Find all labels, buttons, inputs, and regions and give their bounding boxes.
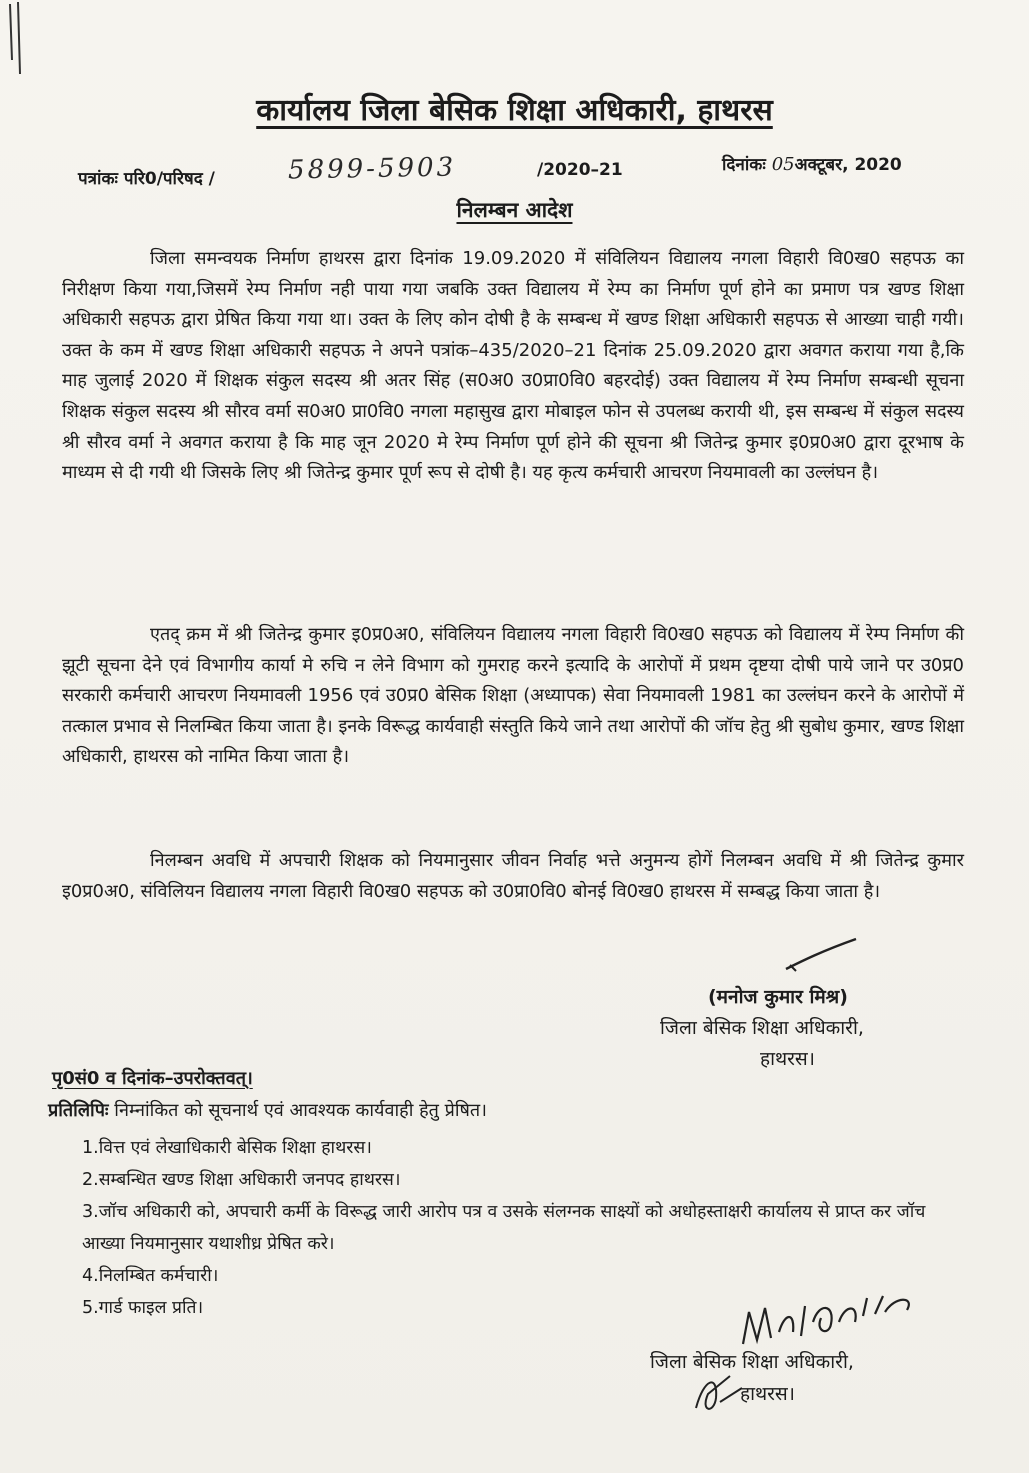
date-rest: अक्टूबर, 2020 [794, 155, 902, 175]
copy-intro-label: प्रतिलिपिः [48, 1100, 109, 1121]
signature-flourish [690, 1368, 750, 1418]
footer-signatory-designation: जिला बेसिक शिक्षा अधिकारी, [650, 1351, 854, 1373]
letter-date [722, 152, 902, 175]
signatory-place: हाथरस। [760, 1048, 815, 1070]
list-item: 1.वित्त एवं लेखाधिकारी बेसिक शिक्षा हाथरस। [82, 1138, 372, 1158]
order-paragraph-3: निलम्बन अवधि में अपचारी शिक्षक को नियमानुसार जीवन निर्वाह भत्ते अनुमन्य होगें निलम्बन अवधि में श्री जितेन्द्र कुमार इ0प्र0अ0, संविलियन विद्यालय नगला विहारी वि0ख0 सहपऊ को उ0प्रा0वि0 बोनई वि0ख0 हाथरस में सम्बद्ध किया जाता है। [62, 850, 964, 902]
order-paragraph-2: एतद् क्रम में श्री जितेन्द्र कुमार इ0प्र0अ0, संविलियन विद्यालय नगला विहारी वि0ख0 सहपऊ को विद्यालय में रेम्प निर्माण की झूटी सूचना देने एवं विभागीय कार्या मे रुचि न लेने विभाग को गुमराह करने इत्यादि के आरोपों में प्रथम दृष्टया दोषी पाये जाने पर उ0प्र0 सरकारी कर्मचारी आचरण नियमावली 1956 एवं उ0प्र0 बेसिक शिक्षा (अध्यापक) सेवा नियमावली 1981 का उल्लंघन करने के आरोपों में तत्काल प्रभाव से निलम्बित किया जाता है। इनके विरूद्ध कार्यवाही संस्तुति किये जाने तथा आरोपों की जॉच हेतु श्री सुबोध कुमार, खण्ड शिक्षा अधिकारी, हाथरस को नामित किया जाता है। [62, 624, 964, 768]
footer-signatory-place: हाथरस। [740, 1383, 795, 1405]
date-label: दिनांकः [722, 155, 766, 175]
margin-pen-mark [6, 0, 26, 80]
office-title: कार्यालय जिला बेसिक शिक्षा अधिकारी, हाथरस [256, 93, 773, 128]
signatory-block [640, 982, 940, 1075]
order-heading: निलम्बन आदेश [456, 198, 573, 222]
signature-mark [782, 935, 862, 975]
list-item: 2.सम्बन्धित खण्ड शिक्षा अधिकारी जनपद हाथरस। [82, 1170, 401, 1190]
letter-number-prefix: पत्रांकः परि0/परिषद / [78, 169, 215, 189]
handwritten-initials-signature [735, 1292, 925, 1352]
letter-number-handwritten: 5899-5903 [287, 152, 457, 186]
copy-reference-line: पृ0सं0 व दिनांक–उपरोक्तवत्। [52, 1068, 253, 1089]
copy-intro [48, 1098, 748, 1122]
list-item: 4.निलम्बित कर्मचारी। [82, 1266, 219, 1286]
signatory-name: (मनोज कुमार मिश्र) [708, 986, 848, 1008]
signatory-designation: जिला बेसिक शिक्षा अधिकारी, [660, 1017, 864, 1039]
letter-year: /2020–21 [537, 160, 623, 180]
copy-intro-text: निम्नांकित को सूचनार्थ एवं आवश्यक कार्यवाही हेतु प्रेषित। [114, 1100, 488, 1121]
date-handwritten: 05 [771, 154, 795, 175]
list-item: 5.गार्ड फाइल प्रति। [82, 1298, 204, 1318]
order-paragraph-1: जिला समन्वयक निर्माण हाथरस द्वारा दिनांक 19.09.2020 में संविलियन विद्यालय नगला विहारी वि0ख0 सहपऊ का निरीक्षण किया गया,जिसमें रेम्प निर्माण नही पाया गया जबकि उक्त विद्यालय में रेम्प का निर्माण पूर्ण होने का प्रमाण पत्र खण्ड शिक्षा अधिकारी सहपऊ द्वारा प्रेषित किया गया था। उक्त के लिए कोन दोषी है के सम्बन्ध में खण्ड शिक्षा अधिकारी सहपऊ से आख्या चाही गयी। उक्त के कम में खण्ड शिक्षा अधिकारी सहपऊ ने अपने पत्रांक–435/2020–21 दिनांक 25.09.2020 द्वारा अवगत कराया गया है,कि माह जुलाई 2020 में शिक्षक संकुल सदस्य श्री अतर सिंह (स0अ0 उ0प्रा0वि0 बहरदोई) उक्त विद्यालय में रेम्प निर्माण सम्बन्धी सूचना शिक्षक संकुल सदस्य श्री सौरव वर्मा स0अ0 प्रा0वि0 नगला महासुख द्वारा मोबाइल फोन से उपलब्ध करायी थी, इस सम्बन्ध में संकुल सदस्य श्री सौरव वर्मा ने अवगत कराया है कि माह जून 2020 मे रेम्प निर्माण पूर्ण होने की सूचना श्री जितेन्द्र कुमार इ0प्र0अ0 द्वारा दूरभाष के माध्यम से दी गयी थी जिसके लिए श्री जितेन्द्र कुमार पूर्ण रूप से दोषी है। यह कृत्य कर्मचारी आचरण नियमावली का उल्लंघन है। [62, 248, 964, 484]
list-item: 3.जॉच अधिकारी को, अपचारी कर्मी के विरूद्ध जारी आरोप पत्र व उसके संलग्नक साक्ष्यों को अधोहस्ताक्षरी कार्यालय से प्राप्त कर जॉच आख्या नियमानुसार यथाशीध्र प्रेषित करे। [82, 1202, 926, 1254]
